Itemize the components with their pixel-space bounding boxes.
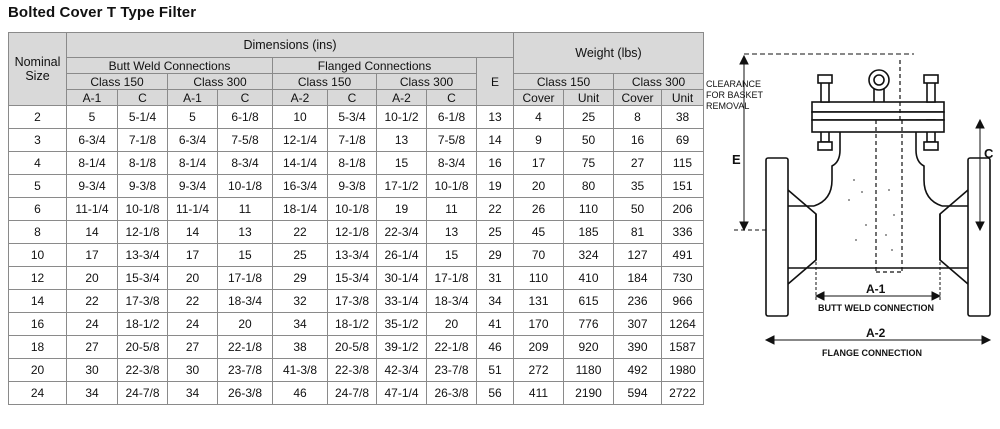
column-header: Unit bbox=[662, 90, 704, 106]
table-cell: 12-1/4 bbox=[273, 129, 328, 152]
table-cell: 492 bbox=[614, 359, 662, 382]
table-cell: 115 bbox=[662, 152, 704, 175]
table-cell: 9-3/8 bbox=[118, 175, 168, 198]
table-cell: 14 bbox=[477, 129, 514, 152]
table-cell: 7-1/8 bbox=[328, 129, 377, 152]
weight-header: Weight (lbs) bbox=[514, 33, 704, 74]
weight-class150-header: Class 150 bbox=[514, 74, 614, 90]
table-cell: 26-3/8 bbox=[218, 382, 273, 405]
table-cell: 30 bbox=[67, 359, 118, 382]
table-row bbox=[9, 129, 704, 152]
filter-outline bbox=[766, 70, 990, 316]
table-cell: 18-1/2 bbox=[328, 313, 377, 336]
table-cell: 6-1/8 bbox=[427, 106, 477, 129]
table-cell: 730 bbox=[662, 267, 704, 290]
column-header: C bbox=[118, 90, 168, 106]
table-cell: 34 bbox=[168, 382, 218, 405]
table-cell: 17-1/8 bbox=[427, 267, 477, 290]
table-cell: 26 bbox=[514, 198, 564, 221]
butt-weld-class150-header: Class 150 bbox=[67, 74, 168, 90]
table-cell: 8-1/4 bbox=[67, 152, 118, 175]
table-cell: 22 bbox=[273, 221, 328, 244]
table-cell: 13-3/4 bbox=[118, 244, 168, 267]
flanged-class150-header: Class 150 bbox=[273, 74, 377, 90]
table-cell: 9-3/8 bbox=[328, 175, 377, 198]
table-cell: 41-3/8 bbox=[273, 359, 328, 382]
table-cell: 6-1/8 bbox=[218, 106, 273, 129]
table-cell: 22 bbox=[67, 290, 118, 313]
column-header: A-1 bbox=[168, 90, 218, 106]
table-cell: 22-3/8 bbox=[118, 359, 168, 382]
table-cell: 594 bbox=[614, 382, 662, 405]
table-cell: 110 bbox=[514, 267, 564, 290]
weight-class300-header: Class 300 bbox=[614, 74, 704, 90]
a2-dimension-label: A-2 bbox=[866, 326, 886, 340]
dimensions-table bbox=[8, 32, 704, 405]
table-cell: 26-1/4 bbox=[377, 244, 427, 267]
table-cell: 17 bbox=[67, 244, 118, 267]
table-cell: 15-3/4 bbox=[328, 267, 377, 290]
table-cell: 11 bbox=[218, 198, 273, 221]
table-cell: 15-3/4 bbox=[118, 267, 168, 290]
table-cell: 336 bbox=[662, 221, 704, 244]
nominal-size-cell: 8 bbox=[9, 221, 67, 244]
table-cell: 16 bbox=[614, 129, 662, 152]
table-cell: 23-7/8 bbox=[218, 359, 273, 382]
table-cell: 24 bbox=[67, 313, 118, 336]
nominal-size-header: Nominal Size bbox=[9, 33, 67, 106]
table-cell: 272 bbox=[514, 359, 564, 382]
flange-caption: FLANGE CONNECTION bbox=[822, 348, 922, 358]
table-cell: 35-1/2 bbox=[377, 313, 427, 336]
table-cell: 410 bbox=[564, 267, 614, 290]
column-header: C bbox=[427, 90, 477, 106]
table-cell: 8-1/4 bbox=[168, 152, 218, 175]
table-cell: 50 bbox=[564, 129, 614, 152]
table-cell: 24 bbox=[168, 313, 218, 336]
table-cell: 70 bbox=[514, 244, 564, 267]
table-cell: 5 bbox=[67, 106, 118, 129]
table-cell: 19 bbox=[477, 175, 514, 198]
table-row bbox=[9, 336, 704, 359]
table-cell: 13-3/4 bbox=[328, 244, 377, 267]
clearance-label-line-1: CLEARANCE bbox=[706, 79, 762, 89]
table-cell: 19 bbox=[377, 198, 427, 221]
dimensions-header: Dimensions (ins) bbox=[67, 33, 514, 58]
table-cell: 22 bbox=[168, 290, 218, 313]
table-cell: 47-1/4 bbox=[377, 382, 427, 405]
table-cell: 22 bbox=[477, 198, 514, 221]
table-cell: 31 bbox=[477, 267, 514, 290]
table-cell: 5-3/4 bbox=[328, 106, 377, 129]
e-dimension-label: E bbox=[732, 152, 741, 167]
table-row bbox=[9, 267, 704, 290]
table-cell: 4 bbox=[514, 106, 564, 129]
table-cell: 12-1/8 bbox=[328, 221, 377, 244]
table-row bbox=[9, 221, 704, 244]
table-cell: 1264 bbox=[662, 313, 704, 336]
table-cell: 46 bbox=[273, 382, 328, 405]
table-cell: 9-3/4 bbox=[67, 175, 118, 198]
table-cell: 46 bbox=[477, 336, 514, 359]
nominal-size-cell: 10 bbox=[9, 244, 67, 267]
table-cell: 184 bbox=[614, 267, 662, 290]
table-cell: 324 bbox=[564, 244, 614, 267]
table-cell: 236 bbox=[614, 290, 662, 313]
butt-weld-header: Butt Weld Connections bbox=[67, 58, 273, 74]
table-row bbox=[9, 152, 704, 175]
table-cell: 2722 bbox=[662, 382, 704, 405]
table-cell: 10-1/8 bbox=[328, 198, 377, 221]
table-cell: 32 bbox=[273, 290, 328, 313]
table-cell: 38 bbox=[662, 106, 704, 129]
table-row bbox=[9, 198, 704, 221]
table-cell: 307 bbox=[614, 313, 662, 336]
table-cell: 10-1/2 bbox=[377, 106, 427, 129]
table-cell: 11-1/4 bbox=[67, 198, 118, 221]
flanged-class300-header: Class 300 bbox=[377, 74, 477, 90]
table-cell: 45 bbox=[514, 221, 564, 244]
table-cell: 209 bbox=[514, 336, 564, 359]
nominal-size-cell: 3 bbox=[9, 129, 67, 152]
table-cell: 27 bbox=[614, 152, 662, 175]
table-cell: 170 bbox=[514, 313, 564, 336]
table-cell: 10-1/8 bbox=[427, 175, 477, 198]
table-cell: 39-1/2 bbox=[377, 336, 427, 359]
table-cell: 7-5/8 bbox=[218, 129, 273, 152]
nominal-size-cell: 20 bbox=[9, 359, 67, 382]
table-row bbox=[9, 313, 704, 336]
table-cell: 8-1/8 bbox=[328, 152, 377, 175]
table-cell: 1587 bbox=[662, 336, 704, 359]
table-cell: 5 bbox=[168, 106, 218, 129]
column-header: A-2 bbox=[377, 90, 427, 106]
table-cell: 6-3/4 bbox=[168, 129, 218, 152]
table-cell: 15 bbox=[427, 244, 477, 267]
table-cell: 17 bbox=[168, 244, 218, 267]
column-header: Cover bbox=[514, 90, 564, 106]
table-cell: 13 bbox=[477, 106, 514, 129]
table-cell: 42-3/4 bbox=[377, 359, 427, 382]
table-cell: 16 bbox=[477, 152, 514, 175]
table-cell: 35 bbox=[614, 175, 662, 198]
column-header: Cover bbox=[614, 90, 662, 106]
table-row bbox=[9, 244, 704, 267]
table-cell: 22-3/4 bbox=[377, 221, 427, 244]
table-cell: 20 bbox=[427, 313, 477, 336]
table-cell: 17-1/8 bbox=[218, 267, 273, 290]
table-cell: 34 bbox=[67, 382, 118, 405]
table-cell: 185 bbox=[564, 221, 614, 244]
table-cell: 13 bbox=[218, 221, 273, 244]
butt-weld-caption: BUTT WELD CONNECTION bbox=[818, 303, 934, 313]
butt-weld-class300-header: Class 300 bbox=[168, 74, 273, 90]
table-cell: 34 bbox=[273, 313, 328, 336]
table-cell: 20 bbox=[218, 313, 273, 336]
table-cell: 491 bbox=[662, 244, 704, 267]
table-cell: 50 bbox=[614, 198, 662, 221]
table-cell: 80 bbox=[564, 175, 614, 198]
table-cell: 18-1/2 bbox=[118, 313, 168, 336]
table-cell: 51 bbox=[477, 359, 514, 382]
flanged-header: Flanged Connections bbox=[273, 58, 477, 74]
table-cell: 20 bbox=[168, 267, 218, 290]
table-body bbox=[9, 106, 704, 405]
table-cell: 41 bbox=[477, 313, 514, 336]
filter-diagram bbox=[704, 40, 996, 425]
nominal-size-cell: 5 bbox=[9, 175, 67, 198]
table-cell: 920 bbox=[564, 336, 614, 359]
table-cell: 22-3/8 bbox=[328, 359, 377, 382]
table-cell: 25 bbox=[564, 106, 614, 129]
column-header: C bbox=[328, 90, 377, 106]
table-cell: 206 bbox=[662, 198, 704, 221]
table-cell: 16-3/4 bbox=[273, 175, 328, 198]
table-cell: 20-5/8 bbox=[118, 336, 168, 359]
table-row bbox=[9, 175, 704, 198]
table-cell: 23-7/8 bbox=[427, 359, 477, 382]
table-cell: 8-3/4 bbox=[218, 152, 273, 175]
table-cell: 7-5/8 bbox=[427, 129, 477, 152]
table-cell: 615 bbox=[564, 290, 614, 313]
table-cell: 17-3/8 bbox=[118, 290, 168, 313]
table-cell: 69 bbox=[662, 129, 704, 152]
table-cell: 13 bbox=[427, 221, 477, 244]
table-cell: 10-1/8 bbox=[118, 198, 168, 221]
table-cell: 20-5/8 bbox=[328, 336, 377, 359]
table-cell: 34 bbox=[477, 290, 514, 313]
table-cell: 8-1/8 bbox=[118, 152, 168, 175]
nominal-size-cell: 12 bbox=[9, 267, 67, 290]
table-cell: 12-1/8 bbox=[118, 221, 168, 244]
e-header: E bbox=[477, 58, 514, 106]
table-cell: 15 bbox=[377, 152, 427, 175]
table-cell: 9 bbox=[514, 129, 564, 152]
nominal-size-cell: 2 bbox=[9, 106, 67, 129]
table-cell: 2190 bbox=[564, 382, 614, 405]
table-cell: 26-3/8 bbox=[427, 382, 477, 405]
table-cell: 13 bbox=[377, 129, 427, 152]
table-cell: 411 bbox=[514, 382, 564, 405]
table-cell: 10 bbox=[273, 106, 328, 129]
table-cell: 151 bbox=[662, 175, 704, 198]
a1-dimension-label: A-1 bbox=[866, 282, 886, 296]
table-cell: 131 bbox=[514, 290, 564, 313]
table-cell: 30-1/4 bbox=[377, 267, 427, 290]
clearance-label-line-3: REMOVAL bbox=[706, 101, 750, 111]
table-cell: 17-3/8 bbox=[328, 290, 377, 313]
column-header: A-2 bbox=[273, 90, 328, 106]
table-cell: 966 bbox=[662, 290, 704, 313]
table-cell: 24-7/8 bbox=[328, 382, 377, 405]
table-row bbox=[9, 106, 704, 129]
table-cell: 8 bbox=[614, 106, 662, 129]
table-cell: 7-1/8 bbox=[118, 129, 168, 152]
clearance-label-line-2: FOR BASKET bbox=[706, 90, 764, 100]
nominal-size-cell: 16 bbox=[9, 313, 67, 336]
table-row bbox=[9, 290, 704, 313]
table-cell: 776 bbox=[564, 313, 614, 336]
table-cell: 1180 bbox=[564, 359, 614, 382]
table-cell: 14-1/4 bbox=[273, 152, 328, 175]
table-cell: 33-1/4 bbox=[377, 290, 427, 313]
table-cell: 24-7/8 bbox=[118, 382, 168, 405]
nominal-size-cell: 4 bbox=[9, 152, 67, 175]
speckle-texture bbox=[848, 179, 895, 251]
table-cell: 9-3/4 bbox=[168, 175, 218, 198]
table-cell: 6-3/4 bbox=[67, 129, 118, 152]
basket-outline bbox=[876, 60, 902, 272]
table-cell: 27 bbox=[168, 336, 218, 359]
table-cell: 20 bbox=[67, 267, 118, 290]
table-row bbox=[9, 359, 704, 382]
table-cell: 1980 bbox=[662, 359, 704, 382]
table-cell: 18-1/4 bbox=[273, 198, 328, 221]
table-cell: 11-1/4 bbox=[168, 198, 218, 221]
column-header: C bbox=[218, 90, 273, 106]
page-title: Bolted Cover T Type Filter bbox=[8, 4, 197, 21]
nominal-size-cell: 14 bbox=[9, 290, 67, 313]
column-header: Unit bbox=[564, 90, 614, 106]
table-cell: 15 bbox=[218, 244, 273, 267]
table-cell: 14 bbox=[168, 221, 218, 244]
nominal-size-cell: 6 bbox=[9, 198, 67, 221]
c-dimension-label: C bbox=[984, 146, 994, 161]
table-cell: 81 bbox=[614, 221, 662, 244]
table-cell: 17 bbox=[514, 152, 564, 175]
table-cell: 10-1/8 bbox=[218, 175, 273, 198]
table-cell: 8-3/4 bbox=[427, 152, 477, 175]
table-cell: 75 bbox=[564, 152, 614, 175]
table-cell: 20 bbox=[514, 175, 564, 198]
table-cell: 110 bbox=[564, 198, 614, 221]
table-cell: 390 bbox=[614, 336, 662, 359]
table-cell: 29 bbox=[273, 267, 328, 290]
table-cell: 14 bbox=[67, 221, 118, 244]
table-cell: 25 bbox=[273, 244, 328, 267]
table-cell: 22-1/8 bbox=[427, 336, 477, 359]
table-cell: 5-1/4 bbox=[118, 106, 168, 129]
table-cell: 29 bbox=[477, 244, 514, 267]
nominal-size-cell: 18 bbox=[9, 336, 67, 359]
table-cell: 11 bbox=[427, 198, 477, 221]
table-cell: 38 bbox=[273, 336, 328, 359]
column-header: A-1 bbox=[67, 90, 118, 106]
table-cell: 18-3/4 bbox=[427, 290, 477, 313]
table-row bbox=[9, 382, 704, 405]
table-cell: 27 bbox=[67, 336, 118, 359]
table-cell: 22-1/8 bbox=[218, 336, 273, 359]
table-cell: 56 bbox=[477, 382, 514, 405]
table-cell: 25 bbox=[477, 221, 514, 244]
table-cell: 127 bbox=[614, 244, 662, 267]
table-cell: 18-3/4 bbox=[218, 290, 273, 313]
table-cell: 30 bbox=[168, 359, 218, 382]
table-cell: 17-1/2 bbox=[377, 175, 427, 198]
nominal-size-cell: 24 bbox=[9, 382, 67, 405]
